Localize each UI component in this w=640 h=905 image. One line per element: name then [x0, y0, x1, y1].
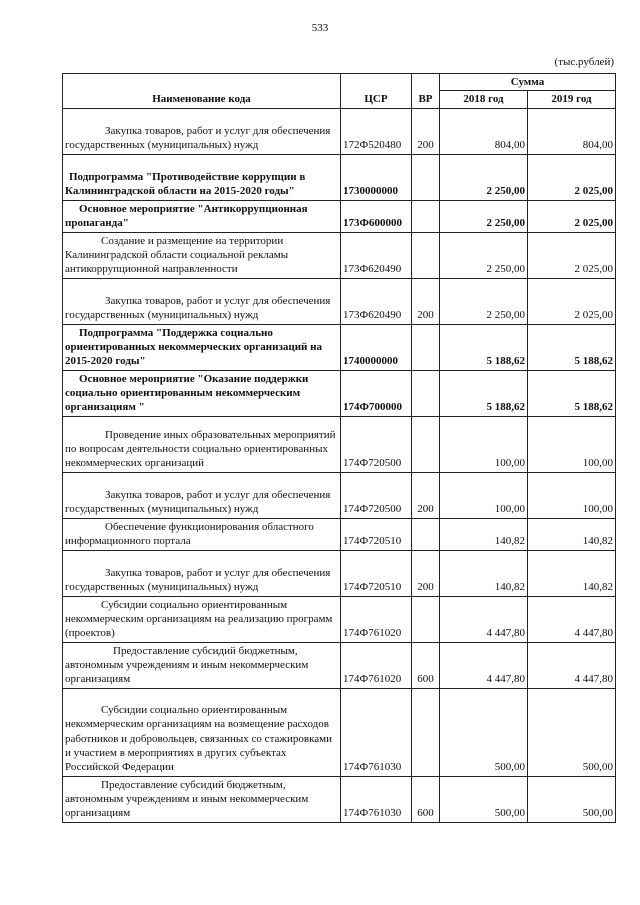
row-name: Закупка товаров, работ и услуг для обеспечения государственных (муниципальных) нужд: [63, 472, 341, 518]
row-csr: 1740000000: [341, 324, 412, 370]
units-label: (тыс.рублей): [554, 56, 614, 68]
row-vr: [412, 370, 440, 416]
row-csr: 173Ф620490: [341, 232, 412, 278]
row-name: Обеспечение функционирования областного информационного портала: [63, 518, 341, 550]
row-name: Проведение иных образовательных мероприятий по вопросам деятельности социально ориентированных некоммерческих организаций: [63, 416, 341, 472]
header-vr: ВР: [412, 74, 440, 109]
row-2018: 2 250,00: [440, 232, 528, 278]
table-row: [63, 200, 616, 232]
row-vr: 200: [412, 550, 440, 596]
row-vr: [412, 416, 440, 472]
row-csr: 174Ф761030: [341, 776, 412, 822]
row-2018: 2 250,00: [440, 154, 528, 200]
row-2018: 100,00: [440, 472, 528, 518]
row-name: Основное мероприятие "Оказание поддержки социально ориентированным некоммерческим организациям ": [63, 370, 341, 416]
row-csr: 174Ф761020: [341, 596, 412, 642]
row-csr: 173Ф620490: [341, 278, 412, 324]
table-row: [63, 278, 616, 324]
row-name: Основное мероприятие "Антикоррупционная пропаганда": [63, 200, 341, 232]
header-sum: Сумма: [440, 74, 616, 91]
row-csr: 174Ф720510: [341, 518, 412, 550]
row-name: Подпрограмма "Противодействие коррупции в Калининградской области на 2015-2020 годы": [63, 154, 341, 200]
row-2019: 2 025,00: [528, 232, 616, 278]
row-2019: 140,82: [528, 518, 616, 550]
budget-table: [62, 73, 616, 823]
row-2019: 804,00: [528, 108, 616, 154]
row-csr: 174Ф720500: [341, 472, 412, 518]
row-2018: 4 447,80: [440, 596, 528, 642]
row-vr: [412, 232, 440, 278]
row-vr: 600: [412, 776, 440, 822]
row-2019: 2 025,00: [528, 200, 616, 232]
row-csr: 172Ф520480: [341, 108, 412, 154]
row-csr: 174Ф720510: [341, 550, 412, 596]
row-vr: [412, 688, 440, 776]
row-vr: 600: [412, 642, 440, 688]
row-csr: 174Ф700000: [341, 370, 412, 416]
table-row: [63, 642, 616, 688]
row-2018: 140,82: [440, 518, 528, 550]
row-name: Подпрограмма "Поддержка социально ориентированных некоммерческих организаций на 2015-2020 годы": [63, 324, 341, 370]
row-2018: 5 188,62: [440, 324, 528, 370]
table-row: [63, 232, 616, 278]
row-name: Закупка товаров, работ и услуг для обеспечения государственных (муниципальных) нужд: [63, 278, 341, 324]
row-2018: 5 188,62: [440, 370, 528, 416]
row-vr: 200: [412, 278, 440, 324]
header-2018: 2018 год: [440, 91, 528, 108]
row-2019: 500,00: [528, 776, 616, 822]
row-csr: 173Ф600000: [341, 200, 412, 232]
row-csr: 174Ф720500: [341, 416, 412, 472]
row-csr: 1730000000: [341, 154, 412, 200]
header-name: Наименование кода: [63, 74, 341, 109]
row-2019: 4 447,80: [528, 596, 616, 642]
table-row: [63, 550, 616, 596]
row-vr: 200: [412, 108, 440, 154]
header-csr: ЦСР: [341, 74, 412, 109]
row-vr: [412, 324, 440, 370]
row-2018: 500,00: [440, 688, 528, 776]
table-row: [63, 324, 616, 370]
row-2018: 140,82: [440, 550, 528, 596]
row-vr: [412, 518, 440, 550]
row-name: Субсидии социально ориентированным некоммерческим организациям на возмещение расходов работников и добровольцев, связанных со стажировками и участием в мероприятиях в других субъектах Российской Федерации: [63, 688, 341, 776]
row-2019: 2 025,00: [528, 154, 616, 200]
row-2018: 4 447,80: [440, 642, 528, 688]
header-2019: 2019 год: [528, 91, 616, 108]
row-vr: 200: [412, 472, 440, 518]
table-row: [63, 776, 616, 822]
table-row: [63, 154, 616, 200]
row-2018: 100,00: [440, 416, 528, 472]
row-vr: [412, 596, 440, 642]
row-2019: 5 188,62: [528, 370, 616, 416]
row-name: Закупка товаров, работ и услуг для обеспечения государственных (муниципальных) нужд: [63, 108, 341, 154]
row-2019: 100,00: [528, 416, 616, 472]
row-name: Предоставление субсидий бюджетным, автономным учреждениям и иным некоммерческим организациям: [63, 642, 341, 688]
row-2019: 100,00: [528, 472, 616, 518]
table-row: [63, 472, 616, 518]
row-2018: 2 250,00: [440, 278, 528, 324]
table-row: [63, 416, 616, 472]
row-2018: 804,00: [440, 108, 528, 154]
row-2019: 2 025,00: [528, 278, 616, 324]
table-row: [63, 370, 616, 416]
row-name: Закупка товаров, работ и услуг для обеспечения государственных (муниципальных) нужд: [63, 550, 341, 596]
table-row: [63, 688, 616, 776]
row-2018: 500,00: [440, 776, 528, 822]
page-number: 533: [311, 22, 329, 34]
table-row: [63, 108, 616, 154]
row-name: Субсидии социально ориентированным некоммерческим организациям на реализацию программ (проектов): [63, 596, 341, 642]
row-name: Предоставление субсидий бюджетным, автономным учреждениям и иным некоммерческим организациям: [63, 776, 341, 822]
row-2019: 140,82: [528, 550, 616, 596]
row-vr: [412, 200, 440, 232]
row-name: Создание и размещение на территории Калининградской области социальной рекламы антикоррупционной направленности: [63, 232, 341, 278]
table-row: [63, 596, 616, 642]
row-2019: 500,00: [528, 688, 616, 776]
row-csr: 174Ф761020: [341, 642, 412, 688]
row-2019: 5 188,62: [528, 324, 616, 370]
row-2019: 4 447,80: [528, 642, 616, 688]
row-2018: 2 250,00: [440, 200, 528, 232]
row-vr: [412, 154, 440, 200]
table-row: [63, 518, 616, 550]
row-csr: 174Ф761030: [341, 688, 412, 776]
